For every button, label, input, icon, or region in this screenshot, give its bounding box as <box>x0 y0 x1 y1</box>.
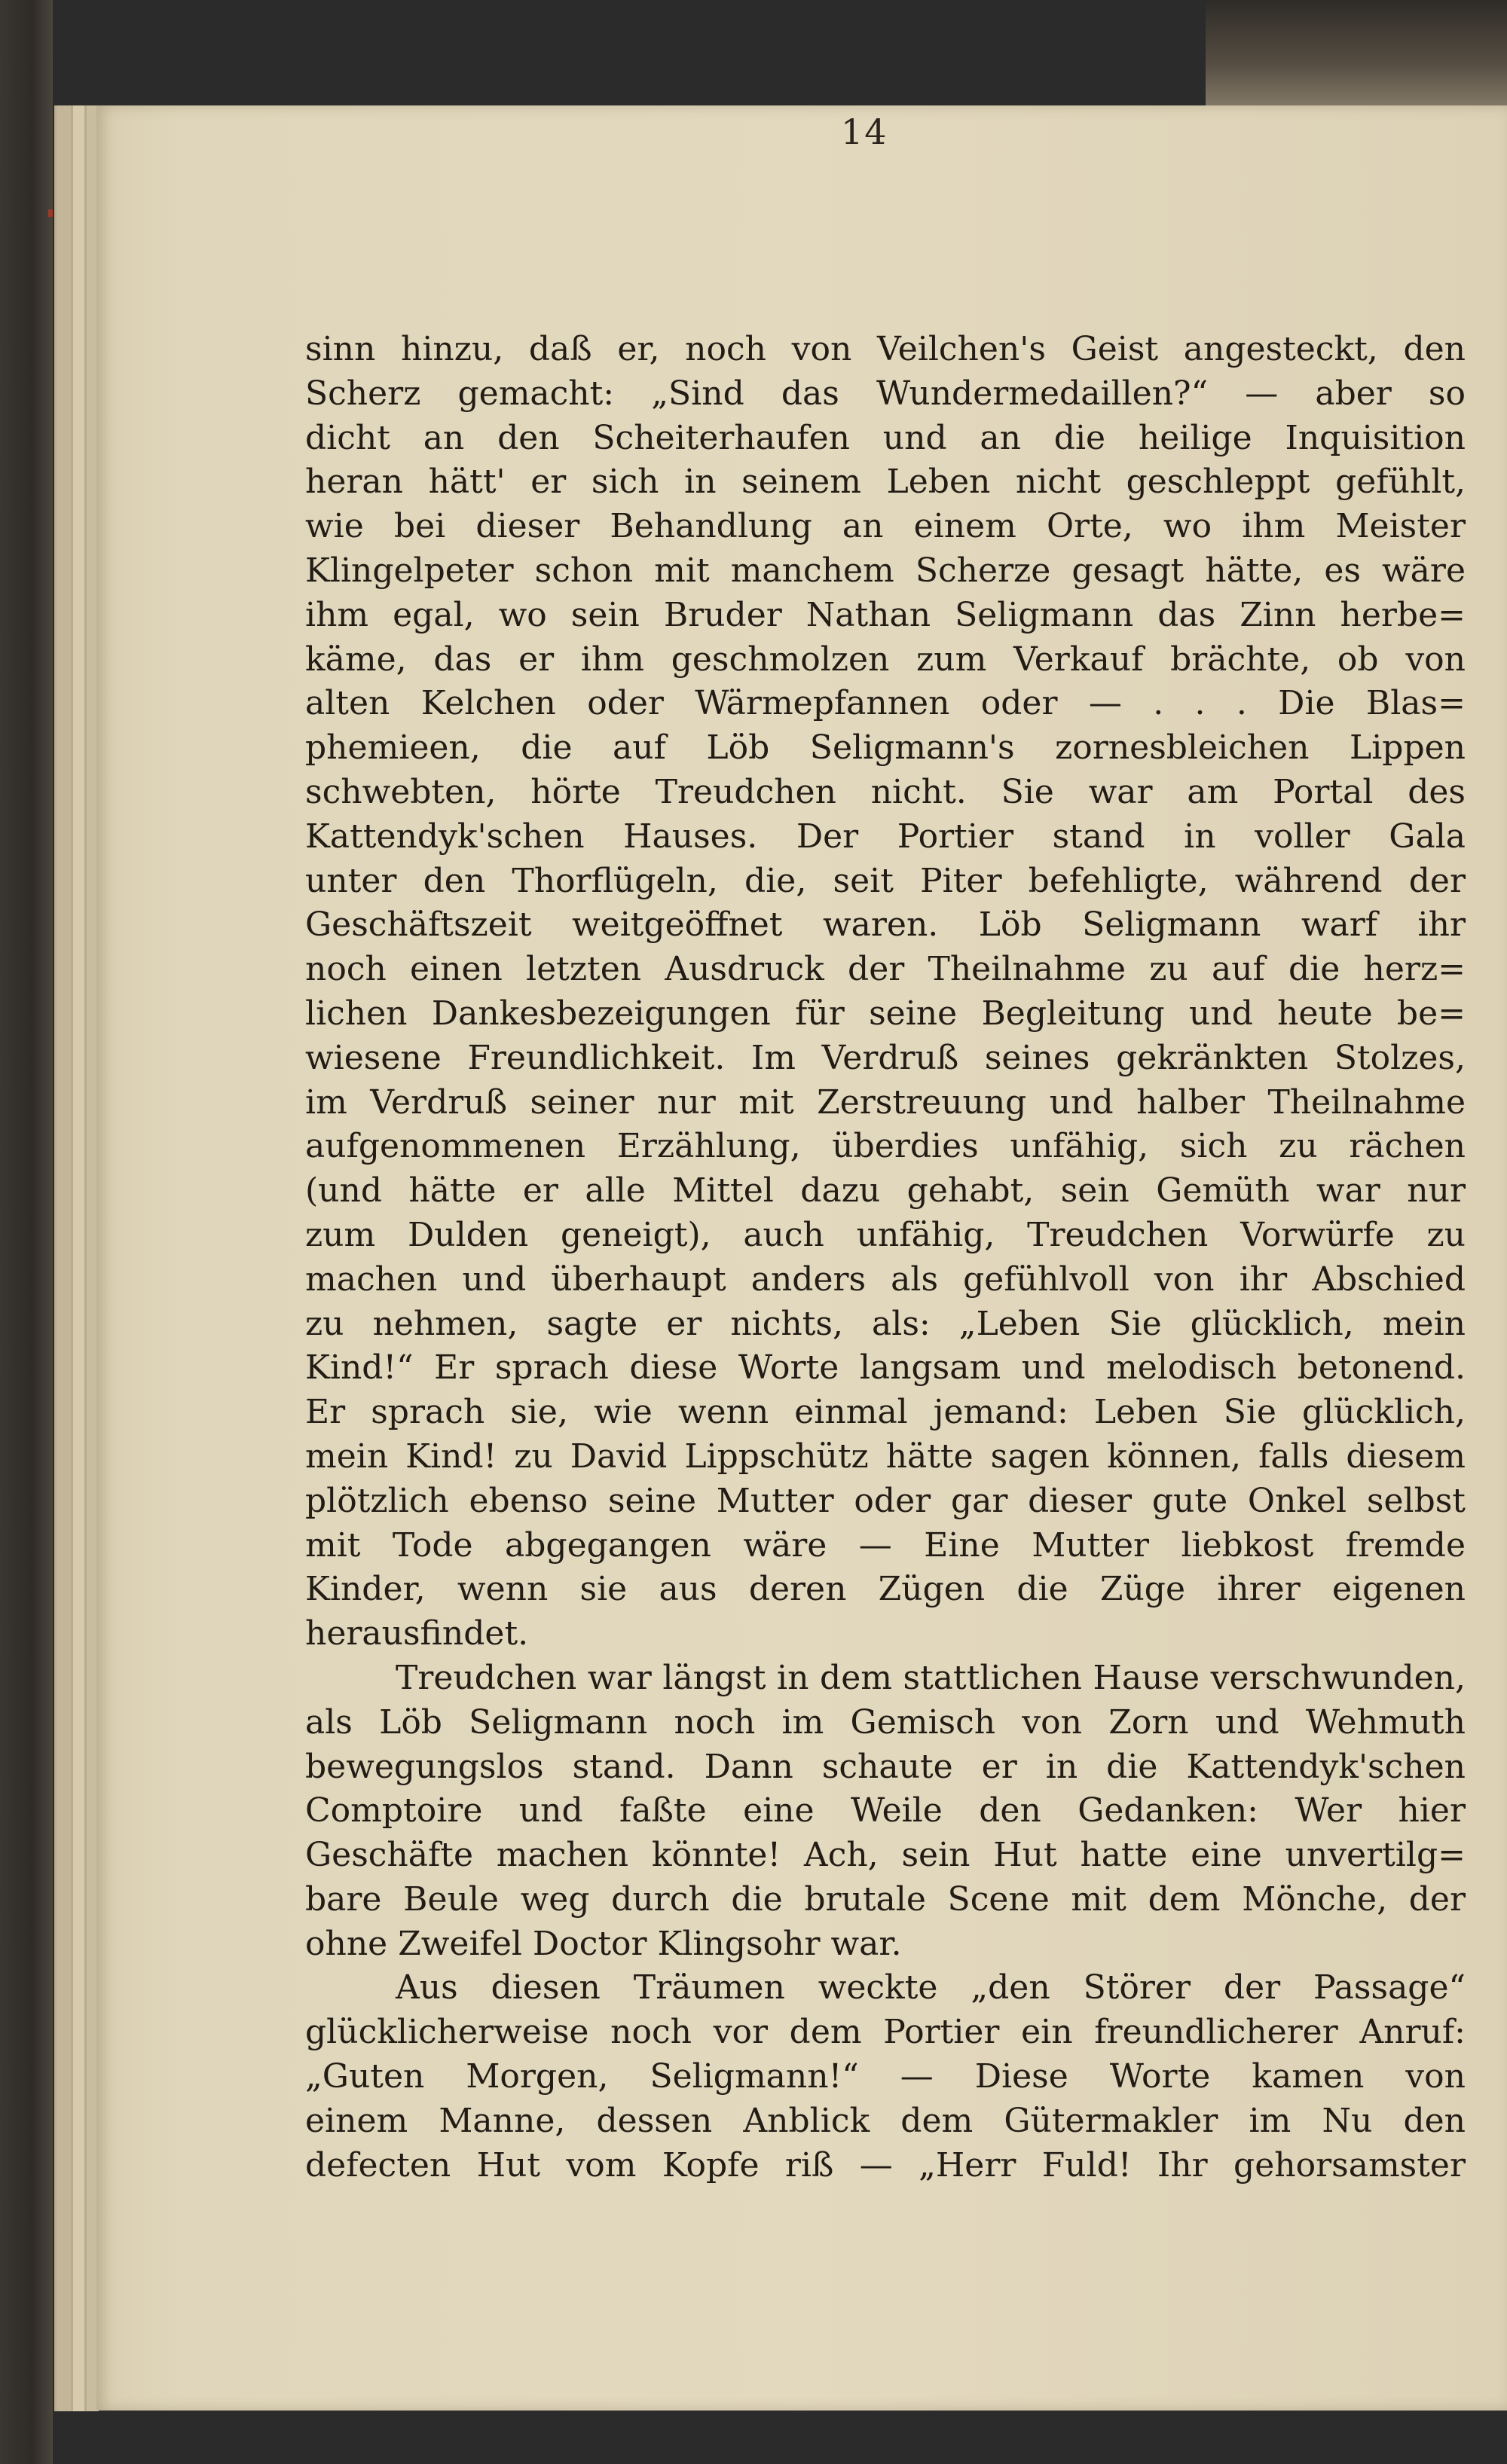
page-number: 14 <box>841 111 888 152</box>
text-line: wiesene Freundlichkeit. Im Verdruß seines gekränkten Stolzes, <box>305 1038 1466 1077</box>
text-line: heran hätt' er sich in seinem Leben nicht geschleppt gefühlt, <box>305 463 1466 502</box>
text-line: dicht an den Scheiterhaufen und an die heilige Inquisition <box>305 418 1466 457</box>
book-edge-top <box>1206 0 1507 113</box>
text-line: bewegungslos stand. Dann schaute er in die Kattendyk'schen <box>305 1747 1466 1786</box>
text-line: Geschäfte machen könnte! Ach, sein Hut hatte eine unvertilg= <box>305 1836 1466 1875</box>
text-line: aufgenommenen Erzählung, überdies unfähig, sich zu rächen <box>305 1127 1466 1166</box>
text-line: wie bei dieser Behandlung an einem Orte, wo ihm Meister <box>305 507 1466 546</box>
text-line: „Guten Morgen, Seligmann!“ — Diese Worte kamen von <box>305 2057 1466 2096</box>
text-line: Klingelpeter schon mit manchem Scherze gesagt hätte, es wäre <box>305 551 1466 590</box>
text-line: alten Kelchen oder Wärmepfannen oder — . . . Die Blas= <box>305 684 1466 723</box>
text-line: glücklicherweise noch vor dem Portier ein freundlicherer Anruf: <box>305 2013 1466 2052</box>
text-line: phemieen, die auf Löb Seligmann's zornesbleichen Lippen <box>305 728 1466 768</box>
text-line: zu nehmen, sagte er nichts, als: „Leben Sie glücklich, mein <box>305 1304 1466 1343</box>
text-line: im Verdruß seiner nur mit Zerstreuung und halber Theilnahme <box>305 1082 1466 1122</box>
text-line: Kattendyk'schen Hauses. Der Portier stand in voller Gala <box>305 817 1466 856</box>
bookmark-mark <box>48 209 53 217</box>
text-line: ohne Zweifel Doctor Klingsohr war. <box>305 1924 902 1963</box>
text-line: noch einen letzten Ausdruck der Theilnahme zu auf die herz= <box>305 950 1466 989</box>
text-line: Er sprach sie, wie wenn einmal jemand: Leben Sie glücklich, <box>305 1393 1466 1432</box>
text-line: einem Manne, dessen Anblick dem Gütermakler im Nu den <box>305 2101 1466 2140</box>
text-line: Kind!“ Er sprach diese Worte langsam und melodisch betonend. <box>305 1348 1466 1388</box>
text-line: Scherz gemacht: „Sind das Wundermedaillen?“ — aber so <box>305 374 1466 413</box>
text-line: mein Kind! zu David Lippschütz hätte sagen können, falls diesem <box>305 1437 1466 1476</box>
text-line: schwebten, hörte Treudchen nicht. Sie war am Portal des <box>305 772 1466 811</box>
text-line: als Löb Seligmann noch im Gemisch von Zorn und Wehmuth <box>305 1702 1466 1742</box>
text-line: Kinder, wenn sie aus deren Zügen die Züge ihrer eigenen <box>305 1570 1466 1609</box>
text-line: unter den Thorflügeln, die, seit Piter befehligte, während der <box>305 861 1466 900</box>
text-line: Geschäftszeit weitgeöffnet waren. Löb Seligmann warf ihr <box>305 905 1466 945</box>
text-line: machen und überhaupt anders als gefühlvoll von ihr Abschied <box>305 1259 1466 1299</box>
text-line: sinn hinzu, daß er, noch von Veilchen's Geist angesteckt, den <box>305 330 1466 368</box>
text-line: Aus diesen Träumen weckte „den Störer der Passage“ <box>396 1968 1466 2008</box>
text-line: Comptoire und faßte eine Weile den Gedanken: Wer hier <box>305 1791 1466 1830</box>
body-text <box>305 328 1466 2188</box>
text-line: plötzlich ebenso seine Mutter oder gar dieser gute Onkel selbst <box>305 1481 1466 1520</box>
text-line: zum Dulden geneigt), auch unfähig, Treudchen Vorwürfe zu <box>305 1215 1466 1254</box>
text-line: defecten Hut vom Kopfe riß — „Herr Fuld! Ihr gehorsamster <box>305 2145 1466 2185</box>
text-line: ihm egal, wo sein Bruder Nathan Seligmann das Zinn herbe= <box>305 595 1466 634</box>
book-binding <box>0 0 53 2464</box>
text-line: herausfindet. <box>305 1614 529 1653</box>
text-line: (und hätte er alle Mittel dazu gehabt, sein Gemüth war nur <box>305 1171 1466 1211</box>
text-line: lichen Dankesbezeigungen für seine Begleitung und heute be= <box>305 994 1466 1033</box>
text-line: käme, das er ihm geschmolzen zum Verkauf brächte, ob von <box>305 640 1466 679</box>
text-line: mit Tode abgegangen wäre — Eine Mutter liebkost fremde <box>305 1525 1466 1565</box>
text-line: Treudchen war längst in dem stattlichen Hause verschwunden, <box>396 1658 1466 1697</box>
text-line: bare Beule weg durch die brutale Scene mit dem Mönche, der <box>305 1879 1466 1919</box>
